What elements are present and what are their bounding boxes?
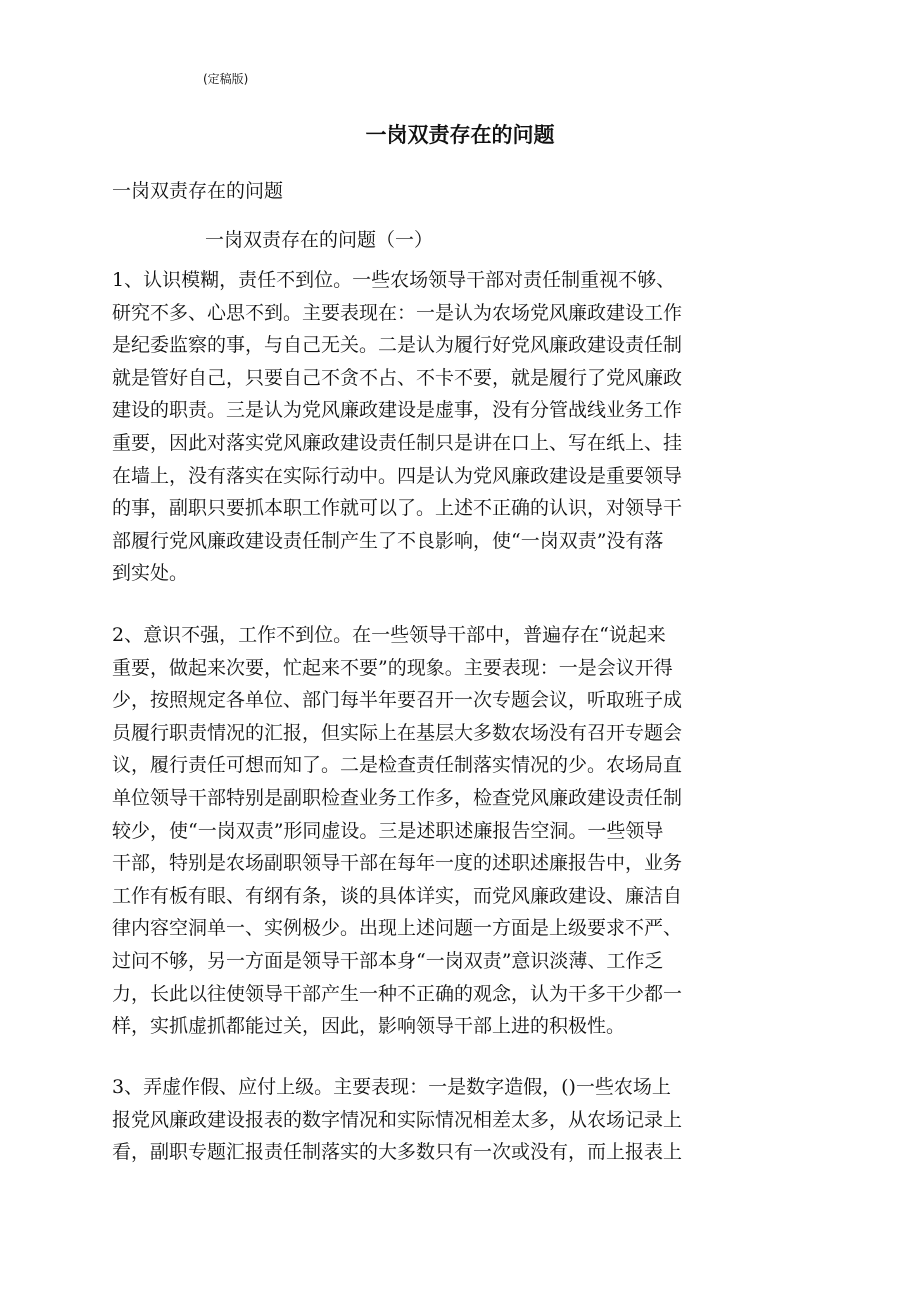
document-title: 一岗双责存在的问题 <box>365 122 555 147</box>
paragraph-line: 3、弄虚作假、应付上级。主要表现：一是数字造假，()一些农场上 <box>112 1076 671 1098</box>
paragraph-2 <box>112 619 812 1043</box>
paragraph-line: 过问不够，另一方面是领导干部本身“一岗双责”意识淡薄、工作乏 <box>112 949 664 972</box>
paragraph-line: 较少，使“一岗双责”形同虚设。三是述职述廉报告空洞。一些领导 <box>112 819 664 842</box>
paragraph-line: 2、意识不强，工作不到位。在一些领导干部中，普遍存在“说起来 <box>112 624 666 646</box>
paragraph-line: 重要，因此对落实党风廉政建设责任制只是讲在口上、写在纸上、挂 <box>112 431 683 454</box>
paragraph-line: 员履行职责情况的汇报，但实际上在基层大多数农场没有召开专题会 <box>112 721 683 744</box>
paragraph-line: 研究不多、心思不到。主要表现在：一是认为农场党风廉政建设工作 <box>112 301 683 324</box>
document-subtitle: 一岗双责存在的问题 <box>112 180 284 202</box>
paragraph-line: 部履行党风廉政建设责任制产生了不良影响，使“一岗双责”没有落 <box>112 529 664 552</box>
paragraph-line: 的事，副职只要抓本职工作就可以了。上述不正确的认识，对领导干 <box>112 497 683 520</box>
paragraph-line: 是纪委监察的事，与自己无关。二是认为履行好党风廉政建设责任制 <box>112 334 683 357</box>
paragraph-line: 到实处。 <box>112 562 189 585</box>
paragraph-line: 力，长此以往使领导干部产生一种不正确的观念，认为干多干少都一 <box>112 982 683 1005</box>
paragraph-line: 看，副职专题汇报责任制落实的大多数只有一次或没有，而上报表上 <box>112 1141 683 1164</box>
paragraph-line: 建设的职责。三是认为党风廉政建设是虚事，没有分管战线业务工作 <box>112 399 683 422</box>
paragraph-line: 就是管好自己，只要自己不贪不占、不卡不要，就是履行了党风廉政 <box>112 366 683 389</box>
paragraph-line: 样，实抓虚抓都能过关，因此，影响领导干部上进的积极性。 <box>112 1015 626 1038</box>
paragraph-line: 1、认识模糊，责任不到位。一些农场领导干部对责任制重视不够、 <box>112 269 676 291</box>
paragraph-line: 报党风廉政建设报表的数字情况和实际情况相差太多，从农场记录上 <box>112 1108 683 1131</box>
paragraph-line: 少，按照规定各单位、部门每半年要召开一次专题会议，听取班子成 <box>112 689 683 712</box>
paragraph-line: 重要，做起来次要，忙起来不要”的现象。主要表现：一是会议开得 <box>112 656 673 679</box>
paragraph-line: 议，履行责任可想而知了。二是检查责任制落实情况的少。农场局直 <box>112 754 683 777</box>
paragraph-line: 律内容空洞单一、实例极少。出现上述问题一方面是上级要求不严、 <box>112 917 683 940</box>
section-heading: 一岗双责存在的问题（一） <box>205 229 434 251</box>
version-label: (定稿版) <box>203 72 249 86</box>
paragraph-3 <box>112 1071 812 1169</box>
paragraph-line: 工作有板有眼、有纲有条，谈的具体详实，而党风廉政建设、廉洁自 <box>112 884 683 907</box>
paragraph-line: 单位领导干部特别是副职检查业务工作多，检查党风廉政建设责任制 <box>112 786 683 809</box>
paragraph-line: 在墙上，没有落实在实际行动中。四是认为党风廉政建设是重要领导 <box>112 464 683 487</box>
paragraph-line: 干部，特别是农场副职领导干部在每年一度的述职述廉报告中，业务 <box>112 852 683 875</box>
paragraph-1 <box>112 264 812 590</box>
